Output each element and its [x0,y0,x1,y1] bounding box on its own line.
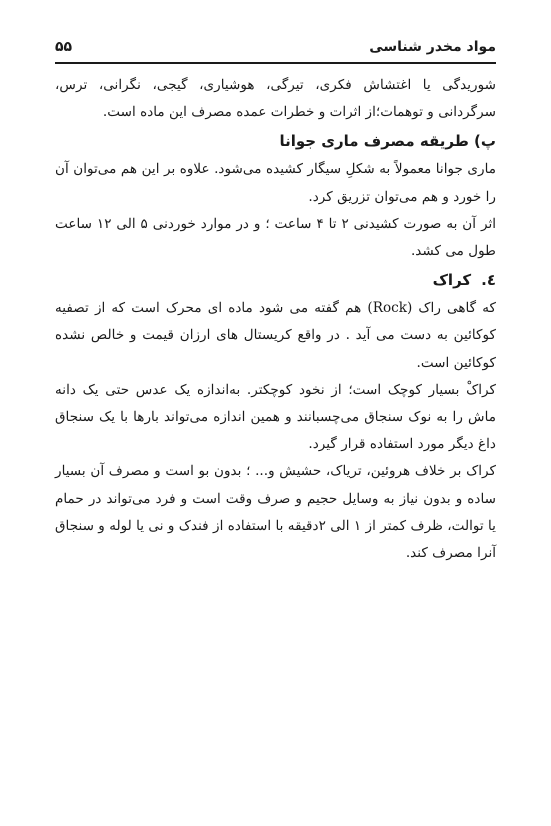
paragraph-method-1: ماری جوانا معمولاً به شکلِ سیگار کشیده می‌شود. علاوه بر این هم می‌توان آن را خورد و هم می‌توان تزریق کرد. [55,161,496,205]
book-page [55,38,496,798]
running-title: مواد مخدر شناسی [369,39,496,55]
paragraph-crack-1: که گاهی راک (Rock) هم گفته می شود ماده ای محرک است که از تصفیه کوکائین به دست می آید . در واقع کریستال های ارزان قیمت و خالص نشده کوکائین است. [55,300,496,371]
paragraph-method-2: اثر آن به صورت کشیدنی ۲ تا ۴ ساعت ؛ و در موارد خوردنی ۵ الی ۱۲ ساعت طول می کشد. [55,215,496,260]
section-heading-method: پ) طریقه مصرف ماری جوانا [279,132,496,151]
section-heading-crack [55,265,496,295]
section-title: کراک [432,271,472,290]
running-header [55,38,496,64]
paragraph-crack-2: کراکْ بسیار کوچک است؛ از نخود کوچکتر. به‌اندازه یک عدس حتی یک دانه ماش را به نوک سنجاق می‌چسبانند و همین اندازه می‌تواند بارها با یک سنجاق داغ دیگر مورد استفاده قرار گیرد. [55,381,496,453]
intro-paragraph: شوریدگی یا اغتشاش فکری، تیرگی، هوشیاری، گیجی، نگرانی، ترس، سرگردانی و توهمات؛از اثرات و خطرات عمده مصرف این ماده است. [55,77,496,121]
paragraph-crack-3: کراک بر خلاف هروئین، تریاک، حشیش و... ؛ بدون بو است و مصرف آن بسیار ساده و بدون نیاز به وسایل حجیم و صرف وقت است و فرد می‌تواند در حمام یا توالت، ظرف کمتر از ۱ الی ۲دقیقه با استفاده از فندک و نی یا لوله و سنجاق آنرا مصرف کند. [55,463,496,562]
section-number: ٤. [481,271,496,290]
page-number: ۵۵ [55,39,73,55]
body-text [55,72,496,567]
